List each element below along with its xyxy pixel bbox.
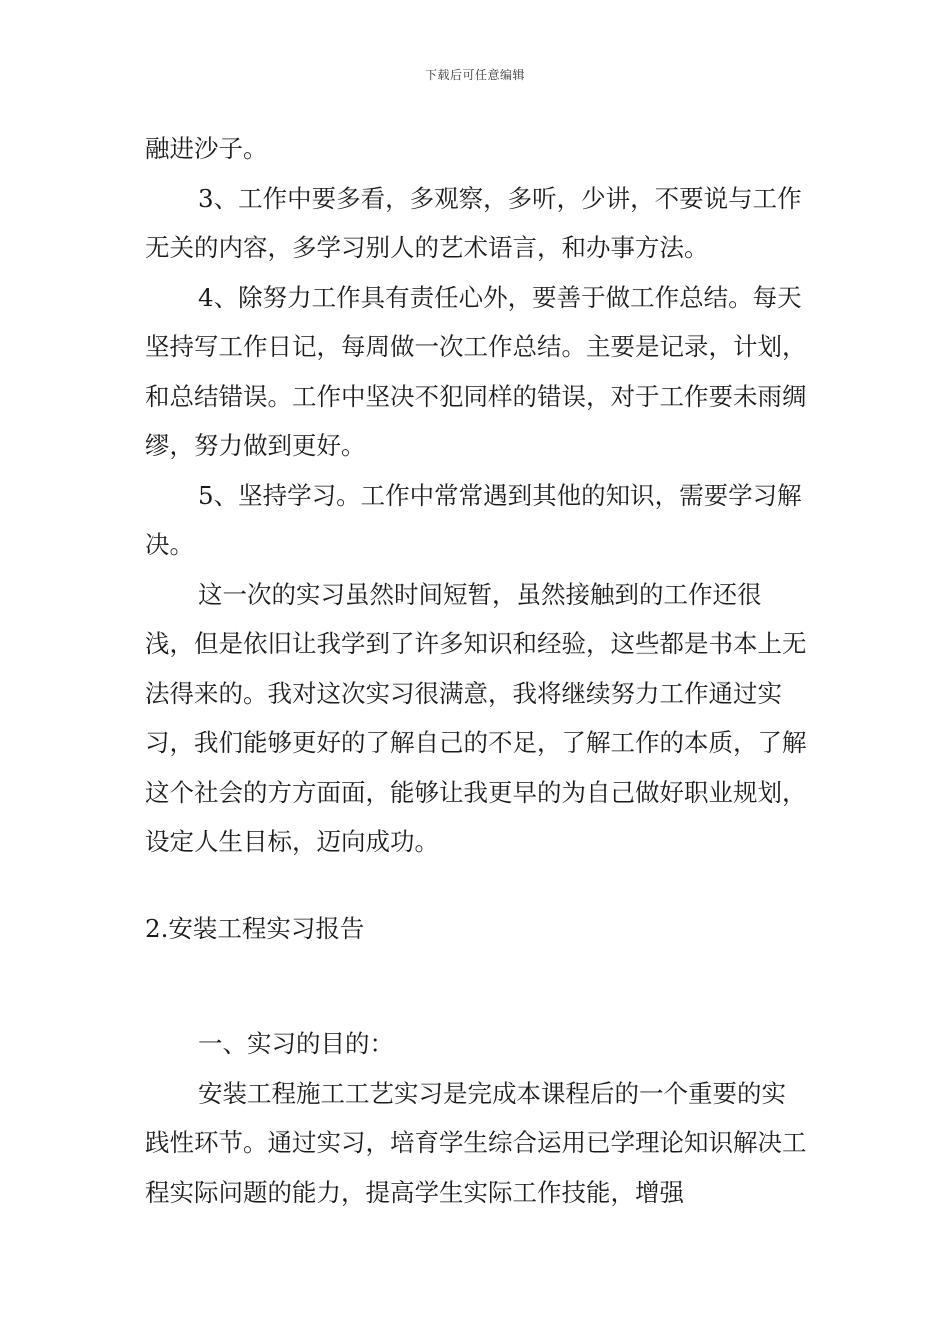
paragraph-continuation: 融进沙子。	[145, 134, 268, 163]
page-header: 下载后可任意编辑	[424, 68, 525, 82]
subsection-heading: 一、实习的目的：	[198, 1029, 394, 1058]
section-heading: 2.安装工程实习报告	[145, 913, 365, 943]
paragraph-item-3: 3、工作中要多看，多观察，多听，少讲，不要说与工作无关的内容，多学习别人的艺术语言，和办事方法。	[145, 183, 802, 262]
paragraph-conclusion: 这一次的实习虽然时间短暂，虽然接触到的工作还很浅，但是依旧让我学到了许多知识和经验，这些都是书本上无法得来的。我对这次实习很满意，我将继续努力工作通过实习，我们能够更好的了解自己的不足，了解工作的本质，了解这个社会的方方面面，能够让我更早的为自己做好职业规划，设定人生目标，迈向成功。	[145, 579, 807, 856]
paragraph-item-5: 5、坚持学习。工作中常常遇到其他的知识，需要学习解决。	[145, 480, 802, 559]
document-body	[145, 124, 810, 1217]
paragraph-item-4: 4、除努力工作具有责任心外，要善于做工作总结。每天坚持写工作日记，每周做一次工作总结。主要是记录，计划，和总结错误。工作中坚决不犯同样的错误，对于工作要未雨绸缪，努力做到更好。	[145, 282, 807, 460]
paragraph-purpose: 安装工程施工工艺实习是完成本课程后的一个重要的实践性环节。通过实习，培育学生综合运用已学理论知识解决工程实际问题的能力，提高学生实际工作技能，增强	[145, 1078, 807, 1207]
